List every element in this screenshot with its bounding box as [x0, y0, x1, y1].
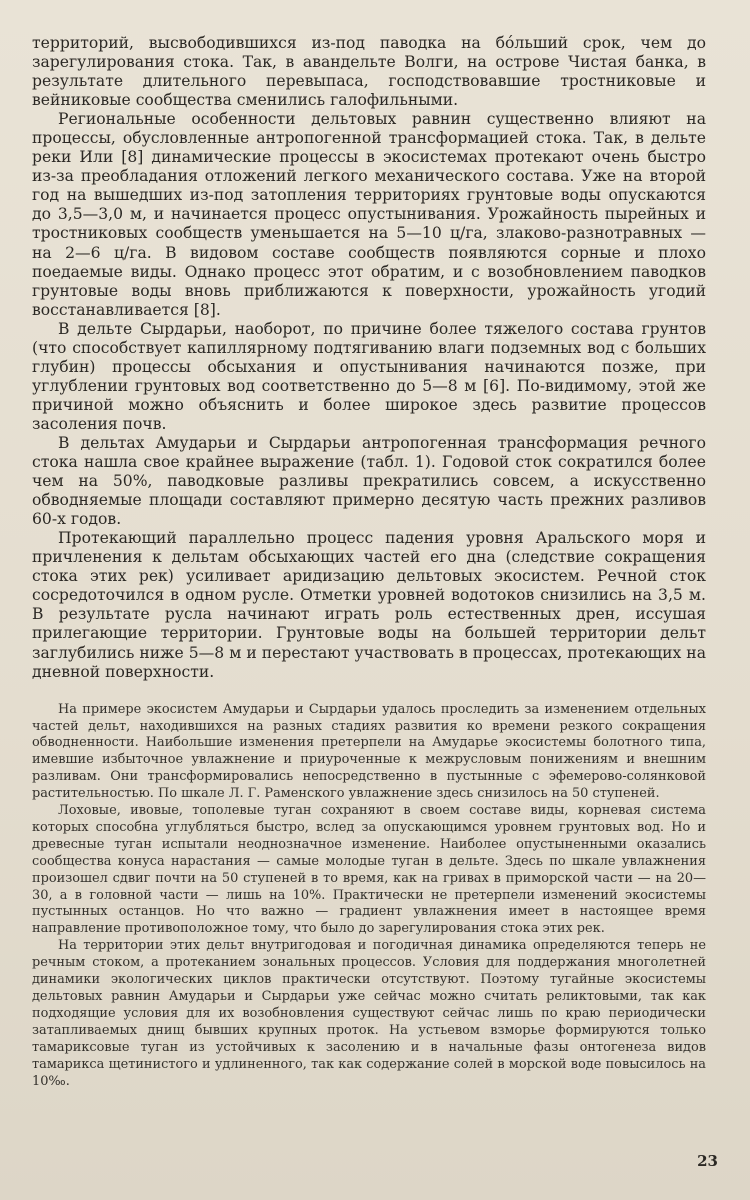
- small-paragraph-1: На примере экосистем Амударьи и Сырдарьи удалось проследить за изменением отдельных частей дельт, находившихся на разных стадиях развития ко времени резкого сокращения обводненности. Наибольшие изменения претерпели на Амударье экосистемы болотного типа, имевшие избыточное увлажнение и приуроченные к межрусловым понижениям и внешним разливам. Они трансформировались непосредственно в пустынные с эфемерово-солянковой растительностью. По шкале Л. Г. Раменского увлажнение здесь снизилось на 50 ступеней.: [32, 701, 706, 802]
- small-paragraph-3: На территории этих дельт внутригодовая и погодичная динамика определяются теперь не речным стоком, а протеканием зональных процессов. Условия для поддержания многолетней динамики экологических циклов практически отсутствуют. Поэтому тугайные экосистемы дельтовых равнин Амударьи и Сырдарьи уже сейчас можно считать реликтовыми, так как подходящие условия для их возобновления существуют сейчас лишь по краю периодически затапливаемых днищ бывших крупных проток. На устьевом взморье формируются только тамариксовые туган из устойчивых к засолению и в начальные фазы онтогенеза видов тамарикса щетинистого и удлиненного, так как содержание солей в морской воде повысилось на 10‰.: [32, 938, 706, 1089]
- small-paragraph-2: Лоховые, ивовые, тополевые туган сохраняют в своем составе виды, корневая система которых способна углубляться быстро, вслед за опускающимся уровнем грунтовых вод. Но и древесные туган испытали неоднозначное изменение. Наиболее опустыненными оказались сообщества конуса нарастания — самые молодые туган в дельте. Здесь по шкале увлажнения произошел сдвиг почти на 50 ступеней в то время, как на гривах в приморской части — на 20—30, а в головной части — лишь на 10%. Практически не претерпели изменений экосистемы пустынных останцов. Но что важно — градиент увлажнения имеет в настоящее время направление противоположное тому, что было до зарегулирования стока этих рек.: [32, 803, 706, 937]
- main-text-block: [32, 34, 706, 682]
- small-print-block: [32, 702, 706, 1091]
- main-paragraph-5: Протекающий параллельно процесс падения уровня Аральского моря и причленения к дельтам обсыхающих частей его дна (следствие сокращения стока этих рек) усиливает аридизацию дельтовых экосистем. Речной сток сосредоточился в одном русле. Отметки уровней водотоков снизились на 3,5 м. В результате русла начинают играть роль естественных дрен, иссушая прилегающие территории. Грунтовые воды на большей территории дельт заглубились ниже 5—8 м и перестают участвовать в процессах, протекающих на дневной поверхности.: [32, 529, 706, 681]
- main-paragraph-1: территорий, высвободившихся из-под паводка на бо́льший срок, чем до зарегулирования стока. Так, в авандельте Волги, на острове Чистая банка, в результате длительного перевыпаса, господствовавшие тростниковые и вейниковые сообщества сменились галофильными.: [32, 34, 706, 110]
- main-paragraph-3: В дельте Сырдарьи, наоборот, по причине более тяжелого состава грунтов (что способствует капиллярному подтягиванию влаги подземных вод с больших глубин) процессы обсыхания и опустынивания начинаются позже, при углублении грунтовых вод соответственно до 5—8 м [6]. По-видимому, этой же причиной можно объяснить и более широкое здесь развитие процессов засоления почв.: [32, 319, 706, 433]
- page-number: 23: [697, 1152, 718, 1170]
- main-paragraph-4: В дельтах Амударьи и Сырдарьи антропогенная трансформация речного стока нашла свое крайнее выражение (табл. 1). Годовой сток сократился более чем на 50%, паводковые разливы прекратились совсем, а искусственно обводняемые площади составляют примерно десятую часть прежних разливов 60-х годов.: [32, 433, 706, 529]
- main-paragraph-2: Региональные особенности дельтовых равнин существенно влияют на процессы, обусловленные антропогенной трансформацией стока. Так, в дельте реки Или [8] динамические процессы в экосистемах протекают очень быстро из-за преобладания отложений легкого механического состава. Уже на второй год на вышедших из-под затопления территориях грунтовые воды опускаются до 3,5—3,0 м, и начинается процесс опустынивания. Урожайность пырейных и тростниковых сообществ уменьшается на 5—10 ц/га, злаково-разнотравных — на 2—6 ц/га. В видовом составе сообществ появляются сорные и плохо поедаемые виды. Однако процесс этот обратим, и с возобновлением паводков грунтовые воды вновь приближаются к поверхности, урожайность угодий восстанавливается [8].: [32, 110, 706, 319]
